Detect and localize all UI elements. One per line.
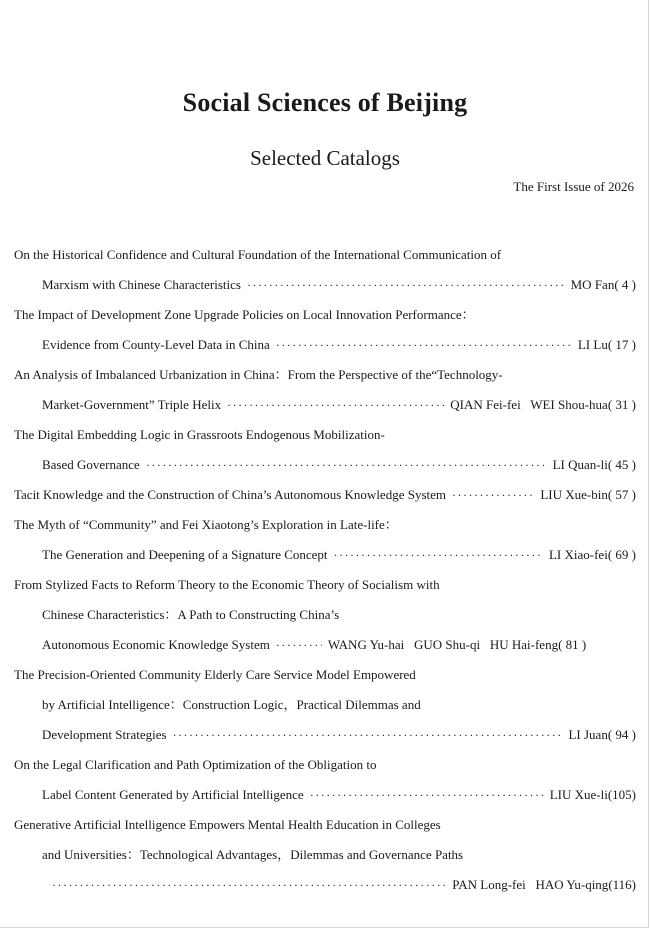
leader-dots [173,720,563,750]
leader-dots [276,330,572,360]
article-title: The Digital Embedding Logic in Grassroots Endogenous Mobilization- [14,427,385,442]
article-page: ( 94 ) [607,727,636,742]
article-author: LI Xiao-fei [548,547,608,562]
toc-line [14,510,636,540]
toc-line [14,270,636,300]
article-author: LI Quan-li [552,457,608,472]
leader-dots [247,270,565,300]
journal-title: Social Sciences of Beijing [182,88,468,117]
article-page: ( 31 ) [607,397,636,412]
leader-dots [334,540,543,570]
toc-line [14,360,636,390]
toc-line [14,630,636,660]
toc-line [14,720,636,750]
article-page: ( 69 ) [607,547,636,562]
article-title: Autonomous Economic Knowledge System [42,637,270,652]
article-title: and Universities：Technological Advantages，Dilemmas and Governance Paths [42,847,464,862]
leader-dots [276,630,322,660]
toc-line [14,810,636,840]
issue-label: The First Issue of 2026 [513,179,634,194]
article-title: Based Governance [42,457,140,472]
toc-line [14,540,636,570]
leader-dots [52,870,446,900]
article-title: An Analysis of Imbalanced Urbanization in China：From the Perspective of the“Technology- [14,367,503,382]
article-page: ( 57 ) [607,487,636,502]
leader-dots [310,780,544,810]
toc-line [14,870,636,900]
toc-line [14,600,636,630]
toc-line [14,240,636,270]
article-title: Market-Government” Triple Helix [42,397,222,412]
article-title: Generative Artificial Intelligence Empowers Mental Health Education in Colleges [14,817,441,832]
article-title: Marxism with Chinese Characteristics [42,277,241,292]
article-page: ( 45 ) [607,457,636,472]
article-title: From Stylized Facts to Reform Theory to the Economic Theory of Socialism with [14,577,440,592]
article-title: Tacit Knowledge and the Construction of China’s Autonomous Knowledge System [14,487,447,502]
article-title: On the Historical Confidence and Cultural Foundation of the International Communication of [14,247,502,262]
article-author: LI Juan [568,727,608,742]
toc-line [14,690,636,720]
article-title: Development Strategies [42,727,167,742]
toc-line [14,840,636,870]
leader-dots [227,390,444,420]
article-page: ( 81 ) [558,637,587,652]
toc-line [14,660,636,690]
toc-line [14,480,636,510]
leader-dots [452,480,534,510]
article-page: ( 17 ) [607,337,636,352]
toc-line [14,330,636,360]
article-author: MO Fan [570,277,615,292]
toc-line [14,450,636,480]
article-page: (105) [607,787,636,802]
article-author: PAN Long-fei HAO Yu-qing [452,877,609,892]
article-author: LIU Xue-li [549,787,608,802]
article-page: ( 4 ) [614,277,636,292]
article-title: Chinese Characteristics：A Path to Constructing China’s [42,607,340,622]
toc-line [14,780,636,810]
toc-line [14,390,636,420]
article-page: (116) [608,877,636,892]
toc-line [14,300,636,330]
toc-line [14,420,636,450]
article-author: QIAN Fei-fei WEI Shou-hua [450,397,608,412]
article-title: The Generation and Deepening of a Signature Concept [42,547,328,562]
toc-line [14,750,636,780]
article-author: LI Lu [577,337,608,352]
article-title: The Myth of “Community” and Fei Xiaotong’s Exploration in Late-life： [14,517,398,532]
table-of-contents [14,240,636,900]
catalog-title: Selected Catalogs [250,146,400,170]
article-author: WANG Yu-hai GUO Shu-qi HU Hai-feng [327,637,559,652]
article-title: Evidence from County-Level Data in China [42,337,270,352]
article-title: The Impact of Development Zone Upgrade Policies on Local Innovation Performance： [14,307,475,322]
article-title: by Artificial Intelligence：Construction Logic，Practical Dilemmas and [42,697,421,712]
article-title: On the Legal Clarification and Path Optimization of the Obligation to [14,757,377,772]
article-title: The Precision-Oriented Community Elderly Care Service Model Empowered [14,667,416,682]
toc-line [14,570,636,600]
article-title: Label Content Generated by Artificial Intelligence [42,787,304,802]
article-author: LIU Xue-bin [540,487,608,502]
leader-dots [146,450,547,480]
